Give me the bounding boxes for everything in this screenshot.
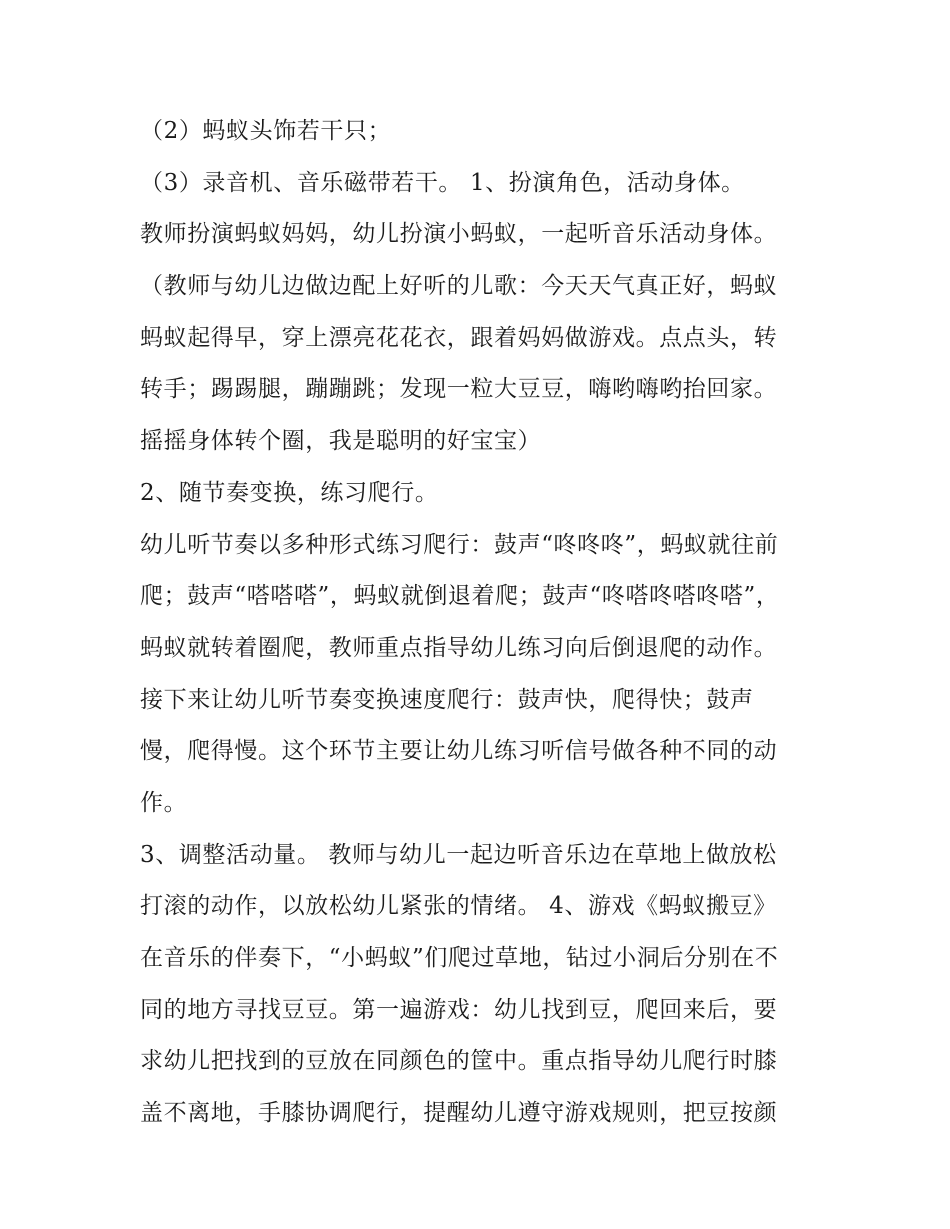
text-line: 打滚的动作，以放松幼儿紧张的情绪。 4、游戏《蚂蚁搬豆》 — [140, 893, 777, 920]
text-line: 2、随节奏变换，练习爬行。 — [140, 479, 439, 506]
text-line: 慢，爬得慢。这个环节主要让幼儿练习听信号做各种不同的动 — [140, 738, 778, 765]
text-line: 爬；鼓声“嗒嗒嗒”，蚂蚁就倒退着爬；鼓声“咚嗒咚嗒咚嗒”， — [140, 583, 780, 610]
text-line: 摇摇身体转个圈，我是聪明的好宝宝） — [140, 428, 542, 455]
text-line: 蚂蚁起得早，穿上漂亮花花衣，跟着妈妈做游戏。点点头，转 — [140, 324, 778, 351]
text-line: 同的地方寻找豆豆。第一遍游戏：幼儿找到豆，爬回来后，要 — [140, 996, 778, 1023]
text-line: （3）录音机、音乐磁带若干。 1、扮演角色，活动身体。 — [140, 169, 745, 196]
text-line: （2）蚂蚁头饰若干只； — [140, 118, 392, 144]
text-line: 求幼儿把找到的豆放在同颜色的筐中。重点指导幼儿爬行时膝 — [140, 1048, 778, 1075]
text-line: 接下来让幼儿听节奏变换速度爬行：鼓声快，爬得快；鼓声 — [140, 686, 754, 713]
text-line: 教师扮演蚂蚁妈妈，幼儿扮演小蚂蚁，一起听音乐活动身体。 — [140, 221, 778, 248]
text-line: 幼儿听节奏以多种形式练习爬行：鼓声“咚咚咚”，蚂蚁就往前 — [140, 531, 779, 558]
text-line: 在音乐的伴奏下，“小蚂蚁”们爬过草地，钻过小洞后分别在不 — [140, 945, 779, 971]
text-line: 3、调整活动量。 教师与幼儿一起边听音乐边在草地上做放松 — [140, 841, 777, 868]
text-line: 蚂蚁就转着圈爬，教师重点指导幼儿练习向后倒退爬的动作。 — [140, 634, 778, 661]
text-line: 作。 — [140, 789, 188, 816]
text-line: 盖不离地，手膝协调爬行，提醒幼儿遵守游戏规则，把豆按颜 — [140, 1100, 778, 1127]
text-line: （教师与幼儿边做边配上好听的儿歌：今天天气真正好，蚂蚁 — [140, 273, 778, 300]
text-line: 转手；踢踢腿，蹦蹦跳；发现一粒大豆豆，嗨哟嗨哟抬回家。 — [140, 376, 778, 403]
body-text — [140, 106, 830, 1140]
